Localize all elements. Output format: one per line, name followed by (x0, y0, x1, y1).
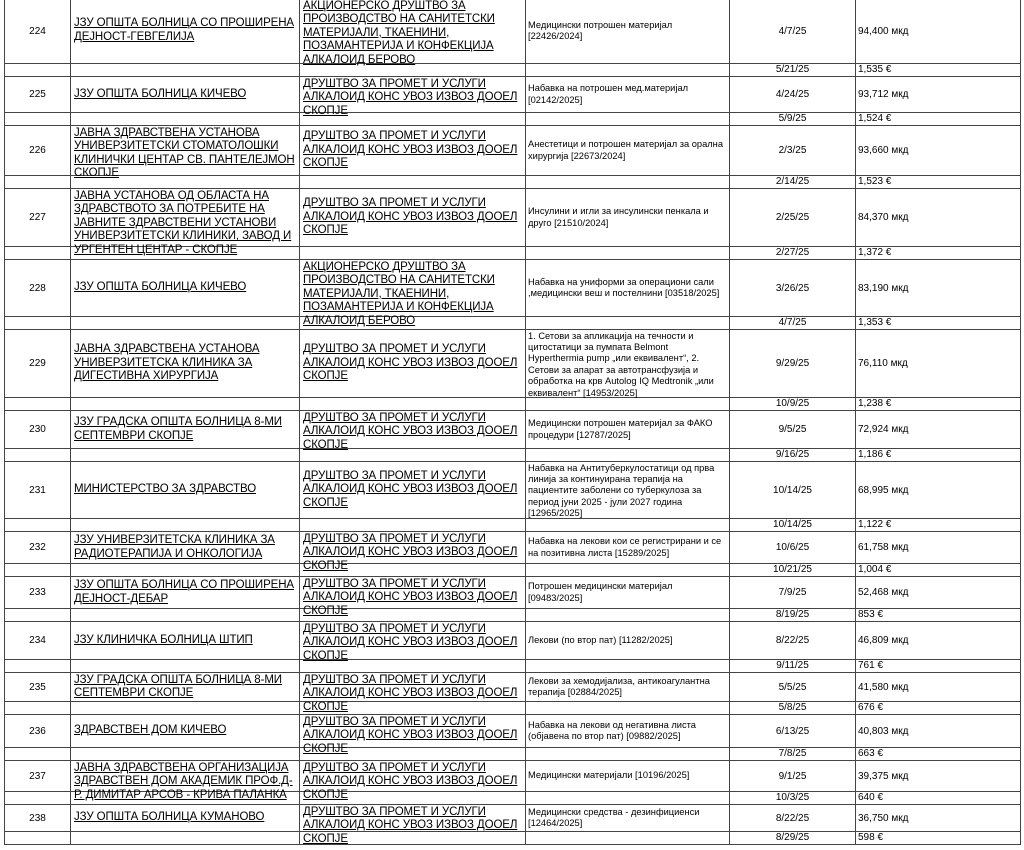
table-row (5, 77, 1021, 113)
row-number (5, 715, 71, 748)
supplier-name-text: ДРУШТВО ЗА ПРОМЕТ И УСЛУГИ АЛКАЛОИД КОНС УВОЗ ИЗВОЗ ДООЕЛ СКОПЈЕ (303, 715, 518, 755)
contract-date-text: 2/25/25 (775, 212, 810, 223)
table-subrow (5, 398, 1021, 411)
table-row (5, 673, 1021, 702)
empty-cell (526, 792, 730, 805)
contract-date (730, 411, 856, 449)
empty-cell (5, 792, 71, 805)
contract-subject-text: Медицински потрошен материјал [22426/2024] (528, 19, 673, 41)
empty-cell (5, 748, 71, 761)
contract-subject (526, 577, 730, 609)
contract-subject-text: 1. Сетови за апликација на течности и цитостатици за пумпата Belmont Hyperthermia pump „или еквивалент“, 2. Сетови за апарат за автотрансфузија и обработка на крв Autolog IQ Medtronik „или еквивалент“ [14953/2025] (528, 330, 714, 398)
notice-value: 853 € (856, 609, 1021, 622)
empty-cell (5, 832, 71, 845)
contract-value-text: 68,995 мкд (858, 484, 909, 496)
contract-date-text: 10/14/25 (773, 484, 812, 496)
empty-cell (71, 317, 300, 330)
row-number (5, 126, 71, 176)
contract-value-text: 93,660 мкд (858, 145, 909, 156)
contract-value (856, 532, 1021, 564)
buyer-name-text: ЈЗУ ОПШТА БОЛНИЦА СО ПРОШИРЕНА ДЕЈНОСТ-ГЕВГЕЛИЈА (74, 17, 294, 43)
empty-cell (71, 832, 300, 845)
notice-date: 5/21/25 (730, 64, 856, 77)
empty-cell (5, 247, 71, 260)
empty-cell (526, 519, 730, 532)
notice-value: 1,122 € (856, 519, 1021, 532)
contract-value (856, 805, 1021, 832)
supplier-name (300, 126, 526, 176)
empty-cell (5, 564, 71, 577)
empty-cell (5, 519, 71, 532)
row-number (5, 330, 71, 398)
empty-cell (526, 449, 730, 462)
table-subrow (5, 832, 1021, 845)
contract-subject-text: Медицински потрошен материјал за ФАКО процедури [12787/2025] (528, 418, 713, 440)
row-number-text: 231 (29, 484, 46, 496)
table-row (5, 462, 1021, 519)
notice-date: 9/11/25 (730, 660, 856, 673)
contract-value-text: 46,809 мкд (858, 635, 909, 646)
contract-date-text: 6/13/25 (775, 725, 810, 737)
empty-cell (526, 247, 730, 260)
contract-subject (526, 805, 730, 832)
contract-subject (526, 462, 730, 519)
row-number-text: 235 (29, 681, 46, 693)
empty-cell (5, 702, 71, 715)
row-number (5, 532, 71, 564)
supplier-name (300, 411, 526, 449)
empty-cell (300, 176, 526, 189)
contract-subject (526, 189, 730, 247)
row-number (5, 0, 71, 64)
row-number-text: 224 (29, 25, 46, 37)
table-subrow (5, 317, 1021, 330)
notice-value: 1,372 € (856, 247, 1021, 260)
buyer-name (71, 622, 300, 660)
empty-cell (5, 660, 71, 673)
supplier-name (300, 577, 526, 617)
table-row (5, 622, 1021, 660)
row-number-text: 226 (29, 145, 46, 156)
row-number-text: 234 (29, 635, 46, 646)
empty-cell (300, 398, 526, 411)
supplier-name-text: ДРУШТВО ЗА ПРОМЕТ И УСЛУГИ АЛКАЛОИД КОНС УВОЗ ИЗВОЗ ДООЕЛ СКОПЈЕ (303, 577, 518, 617)
empty-cell (300, 519, 526, 532)
contract-subject-text: Набавка на лекови кои се регистрирани и се на позитивна листа [15289/2025] (528, 536, 722, 558)
table-row (5, 715, 1021, 748)
contract-date-text: 3/26/25 (775, 282, 810, 294)
supplier-name-text: ДРУШТВО ЗА ПРОМЕТ И УСЛУГИ АЛКАЛОИД КОНС УВОЗ ИЗВОЗ ДООЕЛ СКОПЈЕ (303, 130, 518, 170)
table-subrow (5, 702, 1021, 715)
contract-subject-text: Потрошен медицински материјал [09483/2025] (528, 581, 673, 603)
empty-cell (71, 64, 300, 77)
row-number-text: 230 (29, 424, 46, 435)
contract-value (856, 577, 1021, 609)
table-row (5, 330, 1021, 398)
contract-date-text: 10/6/25 (775, 542, 810, 553)
contract-value-text: 93,712 мкд (858, 89, 909, 100)
supplier-name (300, 715, 526, 755)
notice-value: 1,524 € (856, 113, 1021, 126)
table-row (5, 189, 1021, 247)
contract-date (730, 805, 856, 832)
supplier-name (300, 0, 526, 64)
contract-value (856, 260, 1021, 317)
supplier-name-text: АКЦИОНЕРСКО ДРУШТВО ЗА ПРОИЗВОДСТВО НА САНИТЕТСКИ МАТЕРИЈАЛИ, ТКАЕНИНИ, ПОЗАМАНТЕРИЈА И КОНФЕКЦИЈА АЛКАЛОИД БЕРОВО (303, 260, 495, 327)
supplier-name (300, 761, 526, 801)
supplier-name (300, 462, 526, 519)
row-number (5, 260, 71, 317)
row-number-text: 227 (29, 212, 46, 223)
supplier-name (300, 77, 526, 117)
buyer-name-text: ЈЗУ ОПШТА БОЛНИЦА СО ПРОШИРЕНА ДЕЈНОСТ-ДЕБАР (74, 578, 294, 605)
contract-date-text: 9/1/25 (778, 770, 807, 782)
contract-subject (526, 0, 730, 64)
supplier-name (300, 260, 526, 327)
row-number-text: 225 (29, 89, 46, 100)
notice-value: 663 € (856, 748, 1021, 761)
contract-date-text: 9/5/25 (778, 424, 807, 435)
row-number-text: 228 (29, 282, 46, 294)
contract-value-text: 39,375 мкд (858, 770, 909, 782)
empty-cell (5, 64, 71, 77)
contract-subject (526, 532, 730, 564)
empty-cell (5, 398, 71, 411)
contract-subject (526, 77, 730, 113)
contract-subject (526, 715, 730, 748)
contract-value (856, 462, 1021, 519)
table-subrow (5, 748, 1021, 761)
row-number-text: 238 (29, 812, 46, 824)
notice-date: 10/21/25 (730, 564, 856, 577)
notice-date: 4/7/25 (730, 317, 856, 330)
empty-cell (526, 609, 730, 622)
contract-value (856, 622, 1021, 660)
contract-subject-text: Инсулини и игли за инсулински пенкала и друго [21510/2024] (528, 206, 709, 228)
notice-date: 10/3/25 (730, 792, 856, 805)
contract-date (730, 462, 856, 519)
contract-date-text: 4/24/25 (775, 89, 810, 100)
supplier-name-text: ДРУШТВО ЗА ПРОМЕТ И УСЛУГИ АЛКАЛОИД КОНС УВОЗ ИЗВОЗ ДООЕЛ СКОПЈЕ (303, 469, 518, 509)
contracts-table-body (5, 0, 1021, 845)
empty-cell (5, 609, 71, 622)
row-number-text: 232 (29, 542, 46, 553)
contract-date-text: 8/22/25 (775, 635, 810, 646)
table-row (5, 0, 1021, 64)
empty-cell (526, 660, 730, 673)
row-number-text: 229 (29, 358, 46, 369)
contract-subject (526, 411, 730, 449)
contract-date (730, 622, 856, 660)
contract-date (730, 761, 856, 792)
notice-date: 9/16/25 (730, 449, 856, 462)
row-number (5, 622, 71, 660)
contract-subject-text: Набавка на Антитуберкулостатици од прва линија за континуирана терапија на пациентите заболени со туберкулоза за период јуни 2025 - јули 2027 година [12965/2025] (528, 462, 715, 519)
contract-subject-text: Набавка на лекови од негативна листа (објавена по втор пат) [09882/2025] (528, 719, 696, 741)
contract-subject (526, 260, 730, 317)
contract-value-text: 76,110 мкд (858, 358, 908, 369)
row-number-text: 233 (29, 587, 46, 598)
empty-cell (526, 317, 730, 330)
empty-cell (526, 564, 730, 577)
buyer-name (71, 77, 300, 113)
contract-date (730, 532, 856, 564)
row-number-text: 237 (29, 770, 46, 782)
contract-value-text: 94,400 мкд (858, 25, 909, 37)
notice-value: 1,523 € (856, 176, 1021, 189)
supplier-name-text: ДРУШТВО ЗА ПРОМЕТ И УСЛУГИ АЛКАЛОИД КОНС УВОЗ ИЗВОЗ ДООЕЛ СКОПЈЕ (303, 343, 518, 383)
contract-date-text: 9/29/25 (775, 358, 810, 369)
contract-value (856, 330, 1021, 398)
empty-cell (71, 702, 300, 715)
empty-cell (71, 564, 300, 577)
supplier-name (300, 622, 526, 660)
buyer-name (71, 577, 300, 609)
contract-date (730, 577, 856, 609)
empty-cell (526, 832, 730, 845)
notice-date: 2/27/25 (730, 247, 856, 260)
table-subrow (5, 113, 1021, 126)
empty-cell (5, 317, 71, 330)
empty-cell (5, 449, 71, 462)
table-subrow (5, 64, 1021, 77)
contract-date-text: 5/5/25 (778, 681, 807, 693)
notice-date: 7/8/25 (730, 748, 856, 761)
supplier-name-text: ДРУШТВО ЗА ПРОМЕТ И УСЛУГИ АЛКАЛОИД КОНС УВОЗ ИЗВОЗ ДООЕЛ СКОПЈЕ (303, 805, 518, 845)
buyer-name (71, 260, 300, 317)
empty-cell (526, 113, 730, 126)
row-number (5, 411, 71, 449)
contract-subject-text: Лекови за хемодијализа, антикоагулантна терапија [02884/2025] (528, 675, 710, 697)
buyer-name (71, 0, 300, 64)
contract-date-text: 2/3/25 (778, 145, 807, 156)
row-number (5, 761, 71, 792)
contract-subject-text: Медицински материјали [10196/2025] (528, 770, 690, 781)
contract-value (856, 715, 1021, 748)
supplier-name-text: ДРУШТВО ЗА ПРОМЕТ И УСЛУГИ АЛКАЛОИД КОНС УВОЗ ИЗВОЗ ДООЕЛ СКОПЈЕ (303, 197, 518, 237)
contract-value (856, 673, 1021, 702)
buyer-name-text: ЈЗУ ОПШТА БОЛНИЦА КИЧЕВО (74, 87, 247, 100)
empty-cell (5, 113, 71, 126)
buyer-name (71, 761, 300, 801)
empty-cell (526, 748, 730, 761)
table-row (5, 126, 1021, 176)
buyer-name (71, 715, 300, 748)
notice-value: 640 € (856, 792, 1021, 805)
table-subrow (5, 449, 1021, 462)
buyer-name-text: ЈАВНА ЗДРАВСТВЕНА УСТАНОВА УНИВЕРЗИТЕТСКИ СТОМАТОЛОШКИ КЛИНИЧКИ ЦЕНТАР СВ. ПАНТЕЛЕЈМОН СКОПЈЕ (74, 126, 295, 180)
contract-date (730, 330, 856, 398)
contracts-table (4, 0, 1021, 845)
supplier-name-text: АКЦИОНЕРСКО ДРУШТВО ЗА ПРОИЗВОДСТВО НА САНИТЕТСКИ МАТЕРИЈАЛИ, ТКАЕНИНИ, ПОЗАМАНТЕРИЈА И КОНФЕКЦИЈА АЛКАЛОИД БЕРОВО (303, 0, 495, 66)
contract-date (730, 715, 856, 748)
row-number-text: 236 (29, 725, 46, 737)
table-row (5, 411, 1021, 449)
empty-cell (71, 748, 300, 761)
buyer-name-text: ЈЗУ ГРАДСКА ОПШТА БОЛНИЦА 8-МИ СЕПТЕМВРИ СКОПЈЕ (74, 673, 282, 700)
contract-date-text: 8/22/25 (775, 812, 810, 824)
buyer-name (71, 411, 300, 449)
contract-subject-text: Набавка на униформи за операциони сали ,медицински веш и постелнини [03518/2025] (528, 276, 720, 298)
row-number (5, 189, 71, 247)
table-row (5, 805, 1021, 832)
buyer-name-text: ЈАВНА ЗДРАВСТВЕНА УСТАНОВА УНИВЕРЗИТЕТСКА КЛИНИКА ЗА ДИГЕСТИВНА ХИРУРГИЈА (74, 343, 260, 383)
supplier-name-text: ДРУШТВО ЗА ПРОМЕТ И УСЛУГИ АЛКАЛОИД КОНС УВОЗ ИЗВОЗ ДООЕЛ СКОПЈЕ (303, 411, 518, 451)
contract-value (856, 411, 1021, 449)
contract-value (856, 77, 1021, 113)
contract-value (856, 189, 1021, 247)
empty-cell (71, 398, 300, 411)
contract-subject (526, 126, 730, 176)
empty-cell (526, 64, 730, 77)
notice-date: 10/14/25 (730, 519, 856, 532)
contract-value (856, 126, 1021, 176)
contract-subject-text: Анестетици и потрошен материјал за орална хирургија [22673/2024] (528, 139, 723, 161)
contract-subject (526, 622, 730, 660)
empty-cell (526, 176, 730, 189)
contract-value-text: 84,370 мкд (858, 212, 909, 223)
notice-value: 1,535 € (856, 64, 1021, 77)
table-row (5, 761, 1021, 792)
buyer-name-text: ЈЗУ УНИВЕРЗИТЕТСКА КЛИНИКА ЗА РАДИОТЕРАПИЈА И ОНКОЛОГИЈА (74, 533, 275, 560)
table-subrow (5, 176, 1021, 189)
supplier-name (300, 532, 526, 572)
notice-value: 761 € (856, 660, 1021, 673)
contract-value (856, 761, 1021, 792)
contract-subject-text: Лекови (по втор пат) [11282/2025] (528, 634, 673, 645)
buyer-name-text: ЈЗУ ОПШТА БОЛНИЦА КИЧЕВО (74, 281, 247, 294)
contract-subject-text: Набавка на потрошен мед.материјал [02142/2025] (528, 83, 689, 105)
empty-cell (5, 176, 71, 189)
notice-value: 1,353 € (856, 317, 1021, 330)
supplier-name-text: ДРУШТВО ЗА ПРОМЕТ И УСЛУГИ АЛКАЛОИД КОНС УВОЗ ИЗВОЗ ДООЕЛ СКОПЈЕ (303, 532, 518, 572)
buyer-name-text: ЗДРАВСТВЕН ДОМ КИЧЕВО (74, 724, 227, 737)
empty-cell (71, 113, 300, 126)
buyer-name (71, 126, 300, 180)
buyer-name (71, 330, 300, 398)
contract-date (730, 77, 856, 113)
notice-date: 10/9/25 (730, 398, 856, 411)
contract-subject (526, 761, 730, 792)
notice-date: 8/29/25 (730, 832, 856, 845)
contract-date (730, 0, 856, 64)
contract-value-text: 72,924 мкд (858, 424, 909, 435)
empty-cell (526, 398, 730, 411)
notice-value: 676 € (856, 702, 1021, 715)
buyer-name (71, 532, 300, 564)
contract-value-text: 40,803 мкд (858, 725, 909, 737)
table-subrow (5, 564, 1021, 577)
contract-value-text: 52,468 мкд (858, 587, 909, 598)
contract-date (730, 189, 856, 247)
supplier-name-text: ДРУШТВО ЗА ПРОМЕТ И УСЛУГИ АЛКАЛОИД КОНС УВОЗ ИЗВОЗ ДООЕЛ СКОПЈЕ (303, 77, 518, 117)
notice-date: 2/14/25 (730, 176, 856, 189)
supplier-name-text: ДРУШТВО ЗА ПРОМЕТ И УСЛУГИ АЛКАЛОИД КОНС УВОЗ ИЗВОЗ ДООЕЛ СКОПЈЕ (303, 673, 518, 713)
contract-date-text: 4/7/25 (778, 25, 807, 37)
contract-value-text: 41,580 мкд (858, 681, 909, 693)
table-subrow (5, 519, 1021, 532)
contract-value-text: 83,190 мкд (858, 282, 909, 294)
contract-subject (526, 673, 730, 702)
table-row (5, 577, 1021, 609)
buyer-name-text: ЈЗУ ОПШТА БОЛНИЦА КУМАНОВО (74, 811, 265, 824)
buyer-name-text: ЈЗУ КЛИНИЧКА БОЛНИЦА ШТИП (74, 633, 253, 646)
table-subrow (5, 660, 1021, 673)
row-number (5, 673, 71, 702)
buyer-name-text: ЈАВНА УСТАНОВА ОД ОБЛАСТА НА ЗДРАВСТВОТО ЗА ПОТРЕБИТЕ НА ЈАВНИТЕ ЗДРАВСТВЕНИ УСТАНОВИ УНИВЕРЗИТЕТСКИ КЛИНИКИ, ЗАВОД И УРГЕНТЕН ЦЕНТАР - СКОПЈЕ (74, 189, 292, 256)
contract-subject-text: Медицински средства - дезинфициенси [12464/2025] (528, 806, 700, 828)
empty-cell (71, 449, 300, 462)
empty-cell (71, 519, 300, 532)
notice-date: 8/19/25 (730, 609, 856, 622)
buyer-name-text: ЈЗУ ГРАДСКА ОПШТА БОЛНИЦА 8-МИ СЕПТЕМВРИ СКОПЈЕ (74, 415, 282, 442)
buyer-name-text: МИНИСТЕРСТВО ЗА ЗДРАВСТВО (74, 483, 257, 496)
supplier-name (300, 805, 526, 845)
buyer-name (71, 805, 300, 832)
contract-value-text: 61,758 мкд (858, 542, 909, 553)
row-number (5, 462, 71, 519)
contract-date (730, 260, 856, 317)
empty-cell (300, 247, 526, 260)
contract-subject (526, 330, 730, 398)
row-number (5, 577, 71, 609)
notice-date: 5/9/25 (730, 113, 856, 126)
buyer-name (71, 462, 300, 519)
contract-date (730, 126, 856, 176)
table-row (5, 532, 1021, 564)
notice-date: 5/8/25 (730, 702, 856, 715)
contract-date-text: 7/9/25 (778, 587, 807, 598)
empty-cell (71, 609, 300, 622)
buyer-name (71, 189, 300, 256)
notice-value: 1,238 € (856, 398, 1021, 411)
contract-date (730, 673, 856, 702)
supplier-name (300, 673, 526, 713)
supplier-name-text: ДРУШТВО ЗА ПРОМЕТ И УСЛУГИ АЛКАЛОИД КОНС УВОЗ ИЗВОЗ ДООЕЛ СКОПЈЕ (303, 622, 518, 662)
empty-cell (71, 660, 300, 673)
supplier-name (300, 330, 526, 398)
contract-value-text: 36,750 мкд (858, 812, 909, 824)
row-number (5, 805, 71, 832)
notice-value: 1,186 € (856, 449, 1021, 462)
table-subrow (5, 609, 1021, 622)
supplier-name (300, 189, 526, 247)
empty-cell (526, 702, 730, 715)
contract-value (856, 0, 1021, 64)
supplier-name-text: ДРУШТВО ЗА ПРОМЕТ И УСЛУГИ АЛКАЛОИД КОНС УВОЗ ИЗВОЗ ДООЕЛ СКОПЈЕ (303, 761, 518, 801)
buyer-name (71, 673, 300, 702)
table-row (5, 260, 1021, 317)
notice-value: 598 € (856, 832, 1021, 845)
buyer-name-text: ЈАВНА ЗДРАВСТВЕНА ОРГАНИЗАЦИЈА ЗДРАВСТВЕН ДОМ АКАДЕМИК ПРОФ.Д-Р. ДИМИТАР АРСОВ - КРИВА ПАЛАНКА (74, 761, 293, 801)
row-number (5, 77, 71, 113)
notice-value: 1,004 € (856, 564, 1021, 577)
